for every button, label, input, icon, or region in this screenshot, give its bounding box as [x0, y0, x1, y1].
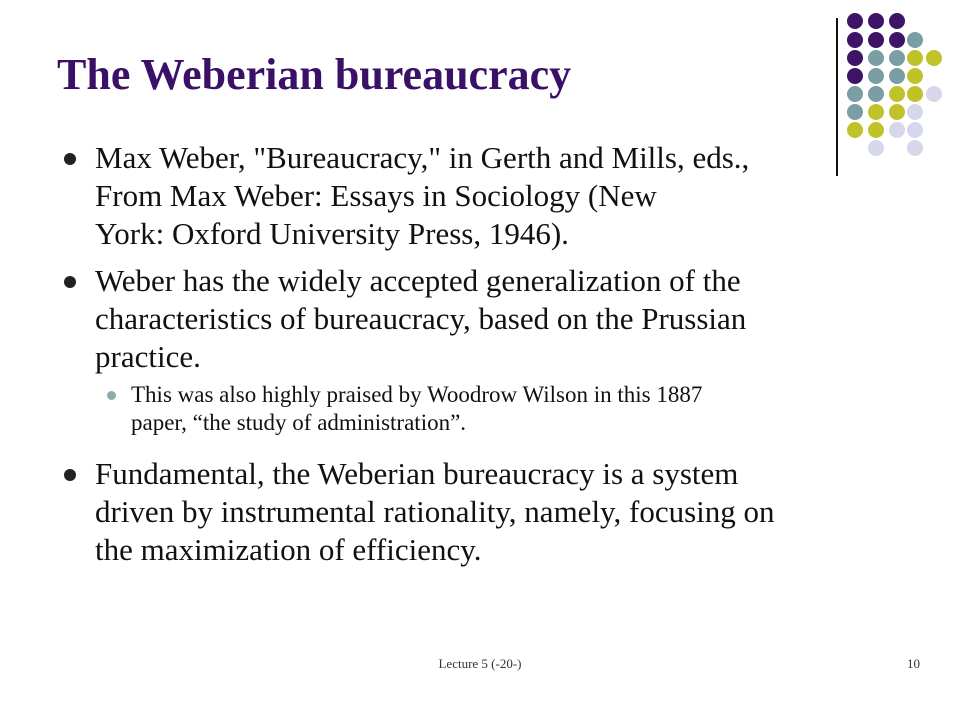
bullet-dot: [64, 276, 76, 288]
sub-bullet-line: This was also highly praised by Woodrow Wilson in this 1887: [131, 382, 703, 407]
bullet-line: Max Weber, "Bureaucracy," in Gerth and Mills, eds.,: [95, 140, 750, 175]
bullet-dot: [64, 469, 76, 481]
bullet-line: Weber has the widely accepted generalization of the: [95, 263, 741, 298]
sub-bullet-line: paper, “the study of administration”.: [131, 410, 467, 435]
bullet-line: York: Oxford University Press, 1946).: [95, 216, 569, 251]
footer-lecture-label: Lecture 5 (-20-): [438, 656, 522, 671]
sub-bullet-dot: [107, 391, 116, 400]
bullet-line: the maximization of efficiency.: [95, 532, 482, 567]
bullet-dot: [64, 153, 76, 165]
bullet-item: [95, 455, 775, 569]
bullet-line: driven by instrumental rationality, namely, focusing on: [95, 494, 775, 529]
bullet-text: [95, 262, 746, 376]
bullet-text: [95, 139, 749, 253]
bullet-item: [95, 139, 749, 253]
bullet-line: From Max Weber: Essays in Sociology (New: [95, 178, 657, 213]
sub-bullet-text: [131, 381, 702, 437]
bullet-line: characteristics of bureaucracy, based on the Prussian: [95, 301, 747, 336]
bullet-line: Fundamental, the Weberian bureaucracy is a system: [95, 456, 739, 491]
bullet-item: [95, 262, 746, 376]
footer-page-number: 10: [907, 656, 920, 671]
sub-bullet-item: [131, 381, 702, 437]
slide-title: The Weberian bureaucracy: [57, 50, 572, 99]
bullet-text: [95, 455, 775, 569]
bullet-line: practice.: [95, 339, 201, 374]
